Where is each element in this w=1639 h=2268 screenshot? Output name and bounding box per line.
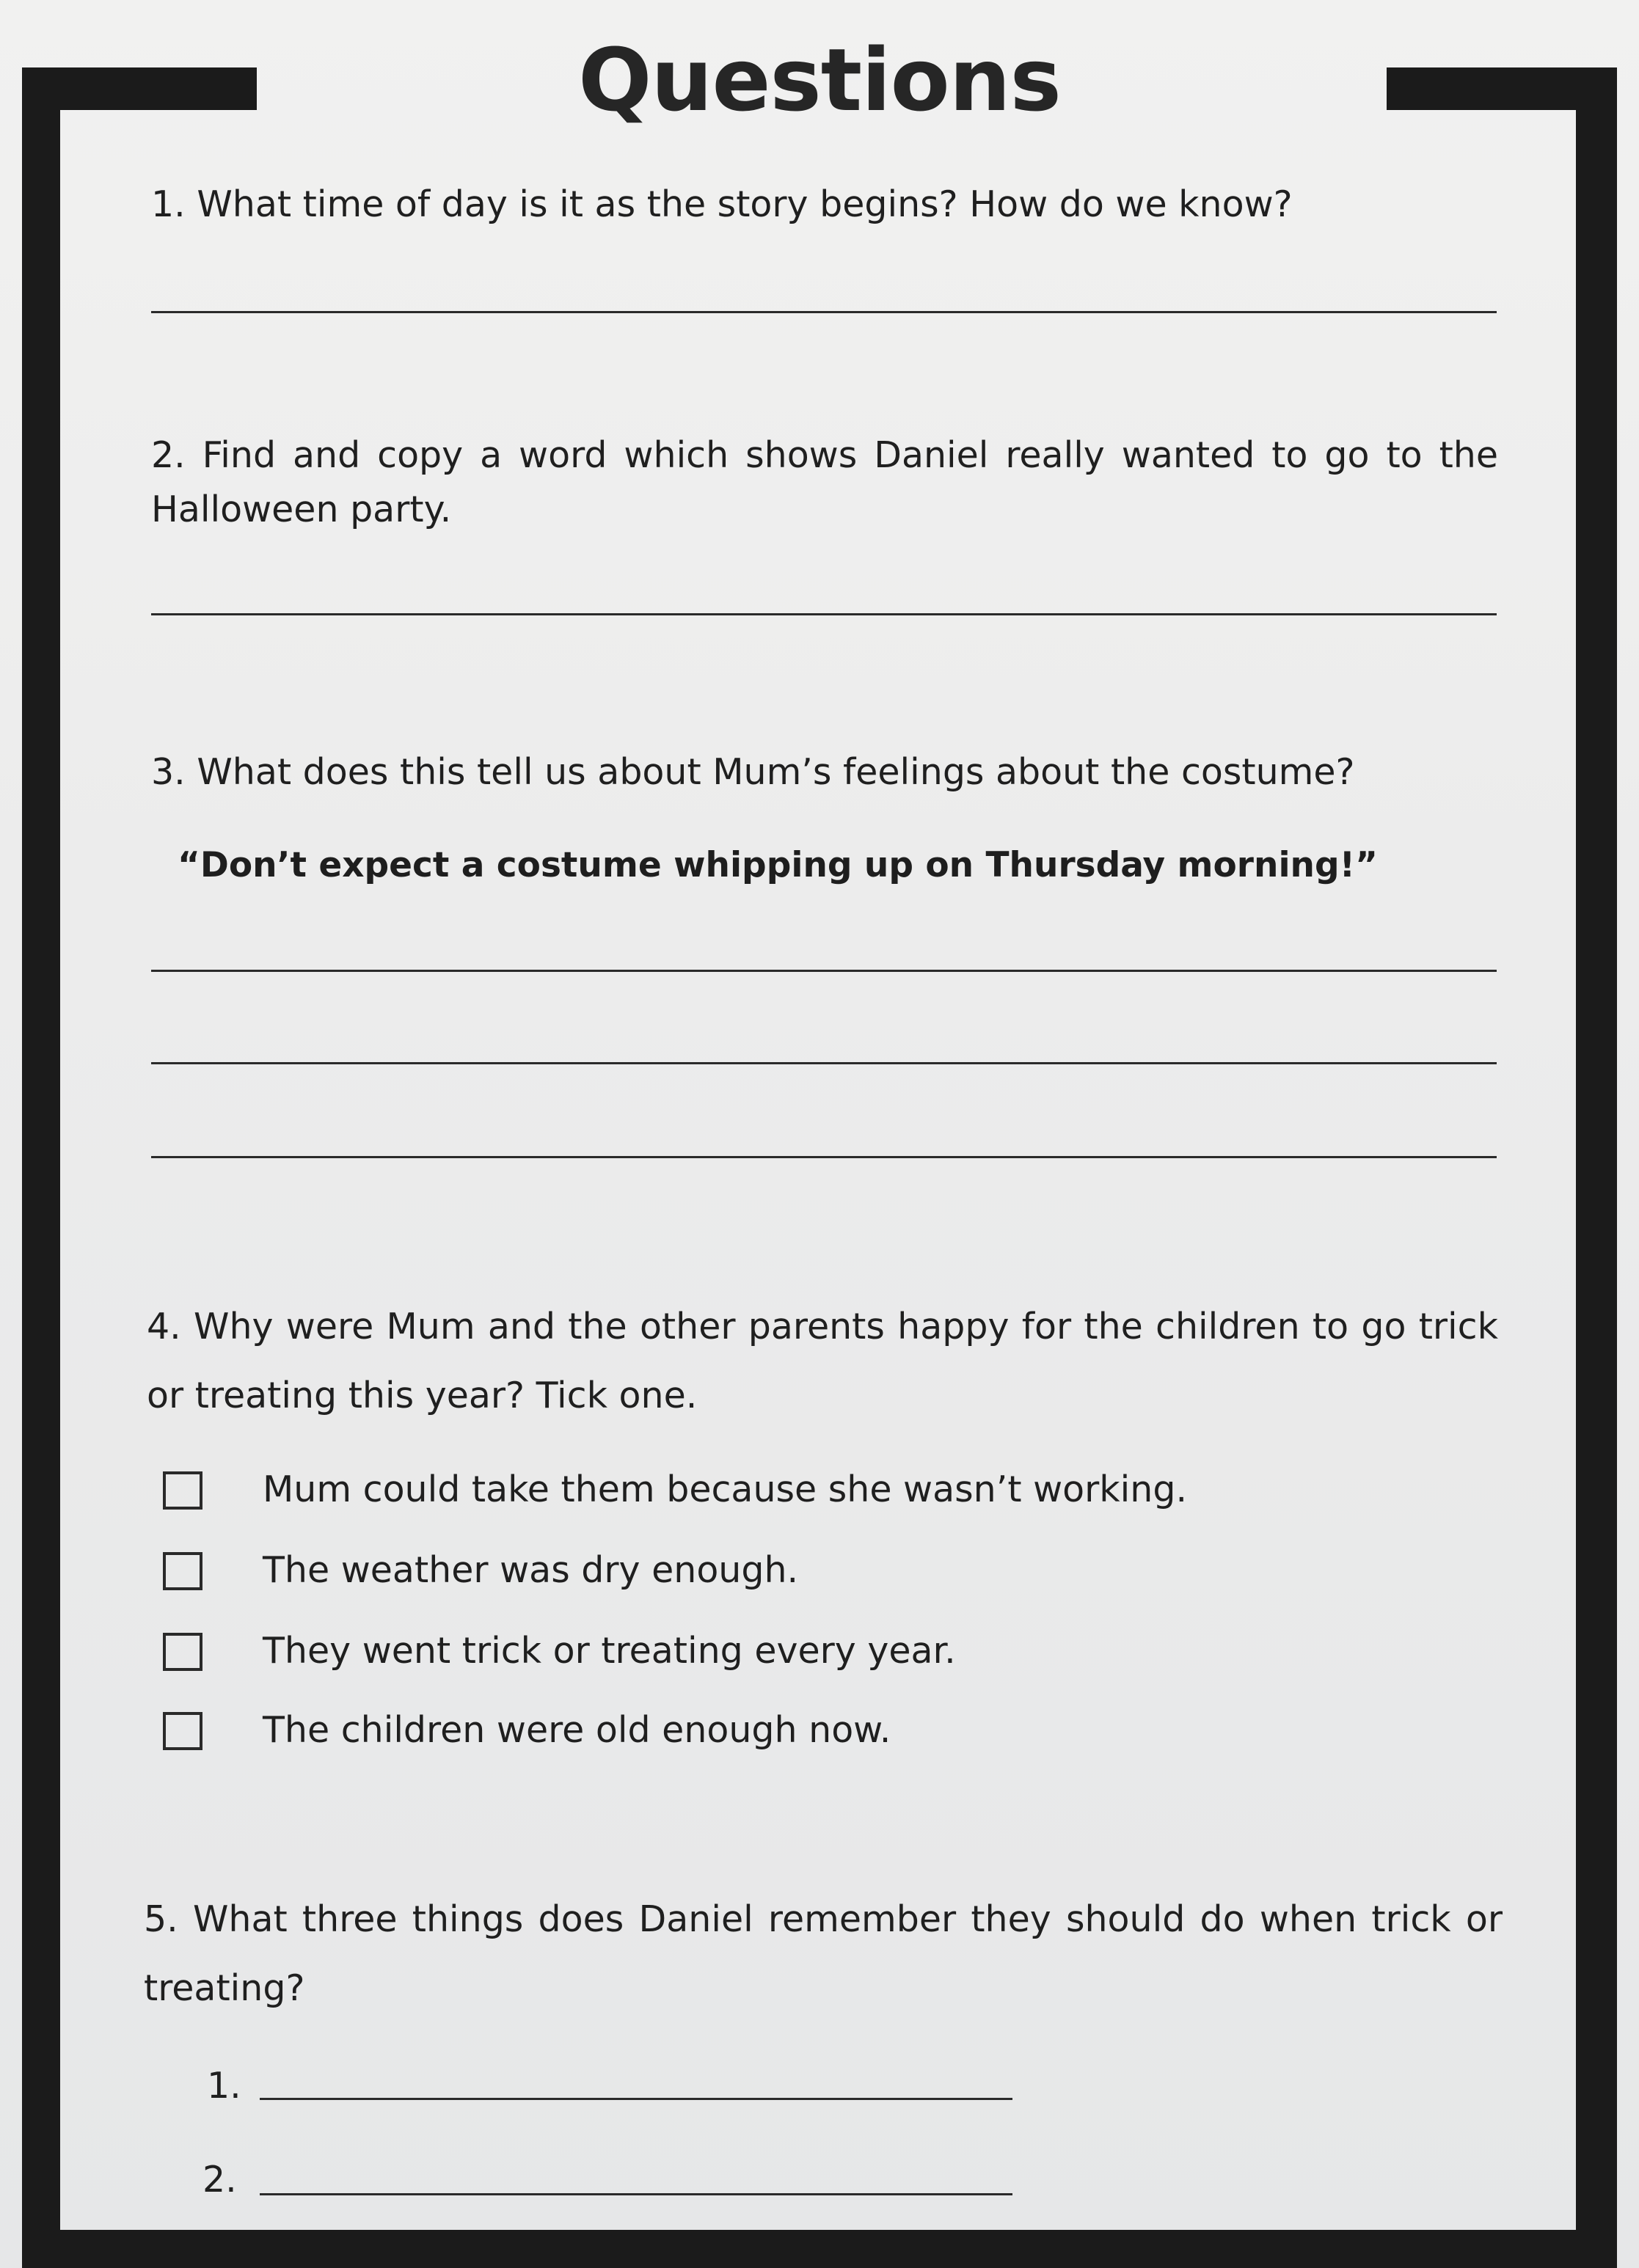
frame-border-top-right <box>1387 67 1617 110</box>
page-title: Questions <box>578 29 1061 131</box>
answer-line-q5-1[interactable] <box>260 2098 1012 2100</box>
frame-border-bottom <box>22 2230 1617 2268</box>
option-label-2: The weather was dry enough. <box>263 1549 799 1591</box>
answer-number-1: 1. <box>207 2065 241 2107</box>
frame-border-top-left <box>22 67 257 110</box>
question-2: 2. Find and copy a word which shows Daniel really wanted to go to the Halloween party. <box>151 434 1498 530</box>
tick-box-4[interactable] <box>163 1712 202 1750</box>
question-3: 3. What does this tell us about Mum’s feelings about the costume? <box>151 751 1355 793</box>
answer-line-q3-2[interactable] <box>151 1062 1497 1064</box>
answer-line-q3-1[interactable] <box>151 970 1497 972</box>
answer-number-2: 2. <box>202 2159 237 2201</box>
answer-line-q5-2[interactable] <box>260 2193 1012 2195</box>
question-3-quote: “Don’t expect a costume whipping up on Thursday morning!” <box>177 845 1378 885</box>
tick-box-1[interactable] <box>163 1471 202 1510</box>
option-label-1: Mum could take them because she wasn’t working. <box>263 1468 1188 1510</box>
question-4: 4. Why were Mum and the other parents happy for the children to go trick or treating this year? Tick one. <box>147 1306 1498 1416</box>
answer-line-q3-3[interactable] <box>151 1156 1497 1158</box>
option-label-4: The children were old enough now. <box>263 1709 891 1751</box>
frame-border-left <box>22 67 60 2261</box>
frame-border-right <box>1576 67 1617 2261</box>
option-label-3: They went trick or treating every year. <box>263 1630 956 1672</box>
answer-line-q2[interactable] <box>151 613 1497 615</box>
tick-box-3[interactable] <box>163 1633 202 1671</box>
question-5: 5. What three things does Daniel remember they should do when trick or treating? <box>144 1898 1503 2009</box>
answer-line-q1[interactable] <box>151 311 1497 313</box>
tick-box-2[interactable] <box>163 1552 202 1590</box>
question-1: 1. What time of day is it as the story begins? How do we know? <box>151 183 1293 225</box>
